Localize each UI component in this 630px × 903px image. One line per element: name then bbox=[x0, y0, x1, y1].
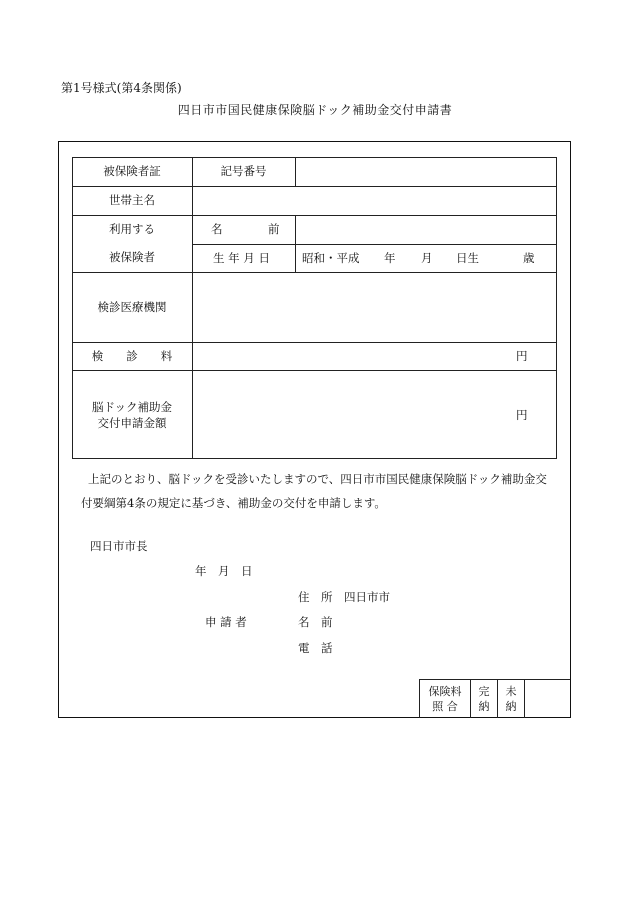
addressee: 四日市市長 bbox=[90, 539, 148, 553]
address-value: 四日市市 bbox=[344, 590, 390, 604]
application-date: 年 月 日 bbox=[195, 564, 253, 578]
facility-label: 検診医療機関 bbox=[97, 300, 167, 314]
grant-amount-field[interactable] bbox=[193, 373, 511, 456]
name-label-2: 前 bbox=[268, 222, 280, 236]
unpaid-1: 未 bbox=[505, 685, 517, 698]
grant-amount-unit: 円 bbox=[516, 408, 528, 422]
document-title: 四日市市国民健康保険脳ドック補助金交付申請書 bbox=[177, 103, 453, 117]
era-label: 昭和・平成 bbox=[302, 251, 360, 265]
household-head-field[interactable] bbox=[193, 189, 556, 213]
name-label-1: 名 bbox=[211, 222, 223, 236]
statement-line-1: 上記のとおり、脳ドックを受診いたしますので、四日市市国民健康保険脳ドック補助金交 bbox=[88, 472, 547, 486]
symbol-number-field[interactable] bbox=[296, 160, 556, 184]
exam-fee-unit: 円 bbox=[516, 349, 528, 363]
form-number-label: 第1号様式(第4条関係) bbox=[61, 81, 182, 95]
day-born-label: 日生 bbox=[456, 251, 479, 265]
grant-amount-label-line2: 交付申請金額 bbox=[97, 416, 167, 430]
applicant-name-label: 名 前 bbox=[298, 615, 333, 629]
age-label: 歳 bbox=[523, 251, 535, 265]
exam-fee-field[interactable] bbox=[193, 345, 511, 368]
premium-check-label-line2: 照 合 bbox=[432, 700, 458, 713]
insured-name-field[interactable] bbox=[296, 218, 556, 242]
symbol-number-label: 記号番号 bbox=[220, 164, 267, 178]
applicant-label: 申 請 者 bbox=[205, 615, 247, 629]
month-label: 月 bbox=[421, 251, 433, 265]
address-label: 住 所 bbox=[298, 590, 333, 604]
insured-user-label-line1: 利用する bbox=[109, 222, 155, 236]
insured-user-label-line2: 被保険者 bbox=[109, 250, 155, 264]
year-label: 年 bbox=[384, 251, 396, 265]
premium-check-label-line1: 保険料 bbox=[428, 685, 462, 698]
unpaid-2: 納 bbox=[505, 700, 517, 713]
phone-label: 電 話 bbox=[298, 641, 333, 655]
paid-in-full-1: 完 bbox=[478, 685, 490, 698]
exam-fee-label: 検 診 料 bbox=[91, 349, 173, 363]
insurance-card-label: 被保険者証 bbox=[103, 164, 161, 178]
birthdate-label: 生 年 月 日 bbox=[213, 251, 270, 265]
paid-in-full-2: 納 bbox=[478, 700, 490, 713]
statement-line-2: 付要綱第4条の規定に基づき、補助金の交付を申請します。 bbox=[81, 496, 386, 510]
stamp-field[interactable] bbox=[525, 681, 569, 717]
household-head-label: 世帯主名 bbox=[109, 193, 155, 207]
facility-field[interactable] bbox=[193, 275, 556, 340]
grant-amount-label-line1: 脳ドック補助金 bbox=[91, 400, 173, 414]
